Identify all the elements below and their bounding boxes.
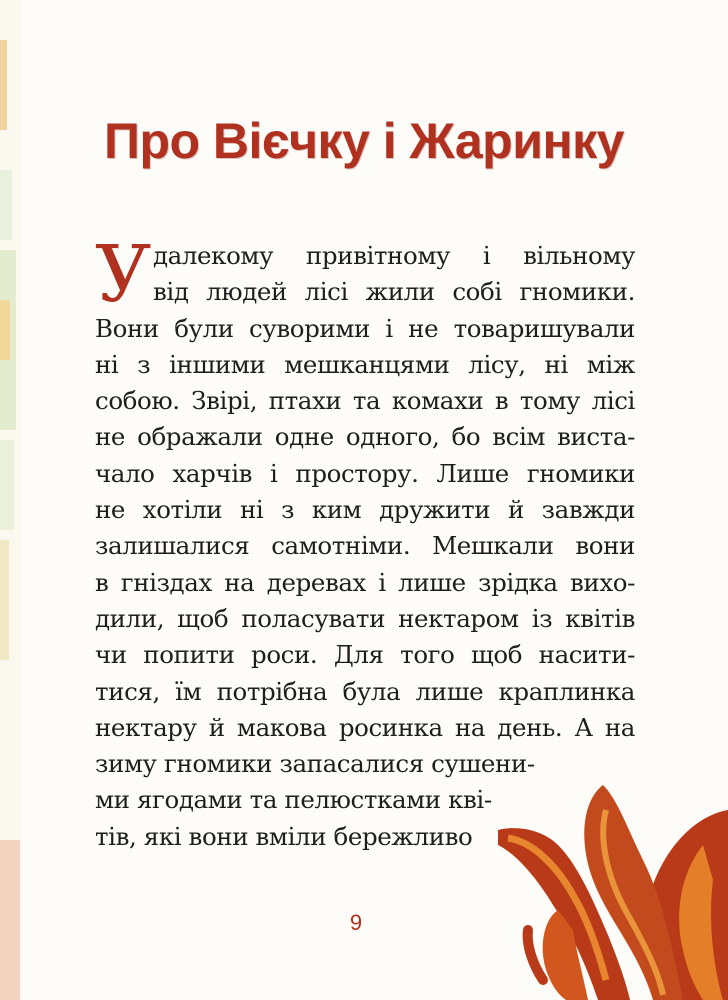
drop-cap: У [95,230,152,320]
text-line: не хотіли ні з ким дружити й завжди [95,495,635,525]
text-line: чи попити роси. Для того щоб насити- [95,640,635,670]
text-line: в гніздах на деревах і лише зрідка вихо- [95,567,635,597]
text-line: тів, які вони вміли бережливо [95,821,473,851]
text-line: залишалися самотніми. Мешкали вони [95,531,635,561]
story-body [95,230,635,855]
text-line: чало харчів і простору. Лише гномики [95,458,635,488]
text-line: тися, їм потрібна була лише краплинка [95,676,635,706]
text-line: від людей лісі жили собі гномики. [153,277,635,307]
text-line: собою. Звірі, птахи та комахи в тому лісі [95,386,635,416]
text-line: зиму гномики запасалися сушени- [95,749,535,779]
autumn-leaves-illustration [498,770,728,1000]
text-line: далекому привітному і вільному [153,241,635,270]
text-line: дили, щоб поласувати нектаром із квітів [95,603,635,633]
text-line: не ображали одне одного, бо всім виста- [95,422,635,452]
text-line: ні з іншими мешканцями лісу, ні між [95,349,635,379]
page-number: 9 [349,910,363,935]
text-line: ми ягодами та пелюстками кві- [95,785,492,815]
text-line: Вони були суворими і не товаришували [95,313,635,343]
story-title: Про Вієчку і Жаринку [104,113,624,169]
text-line: нектару й макова росинка на день. А на [95,712,635,742]
